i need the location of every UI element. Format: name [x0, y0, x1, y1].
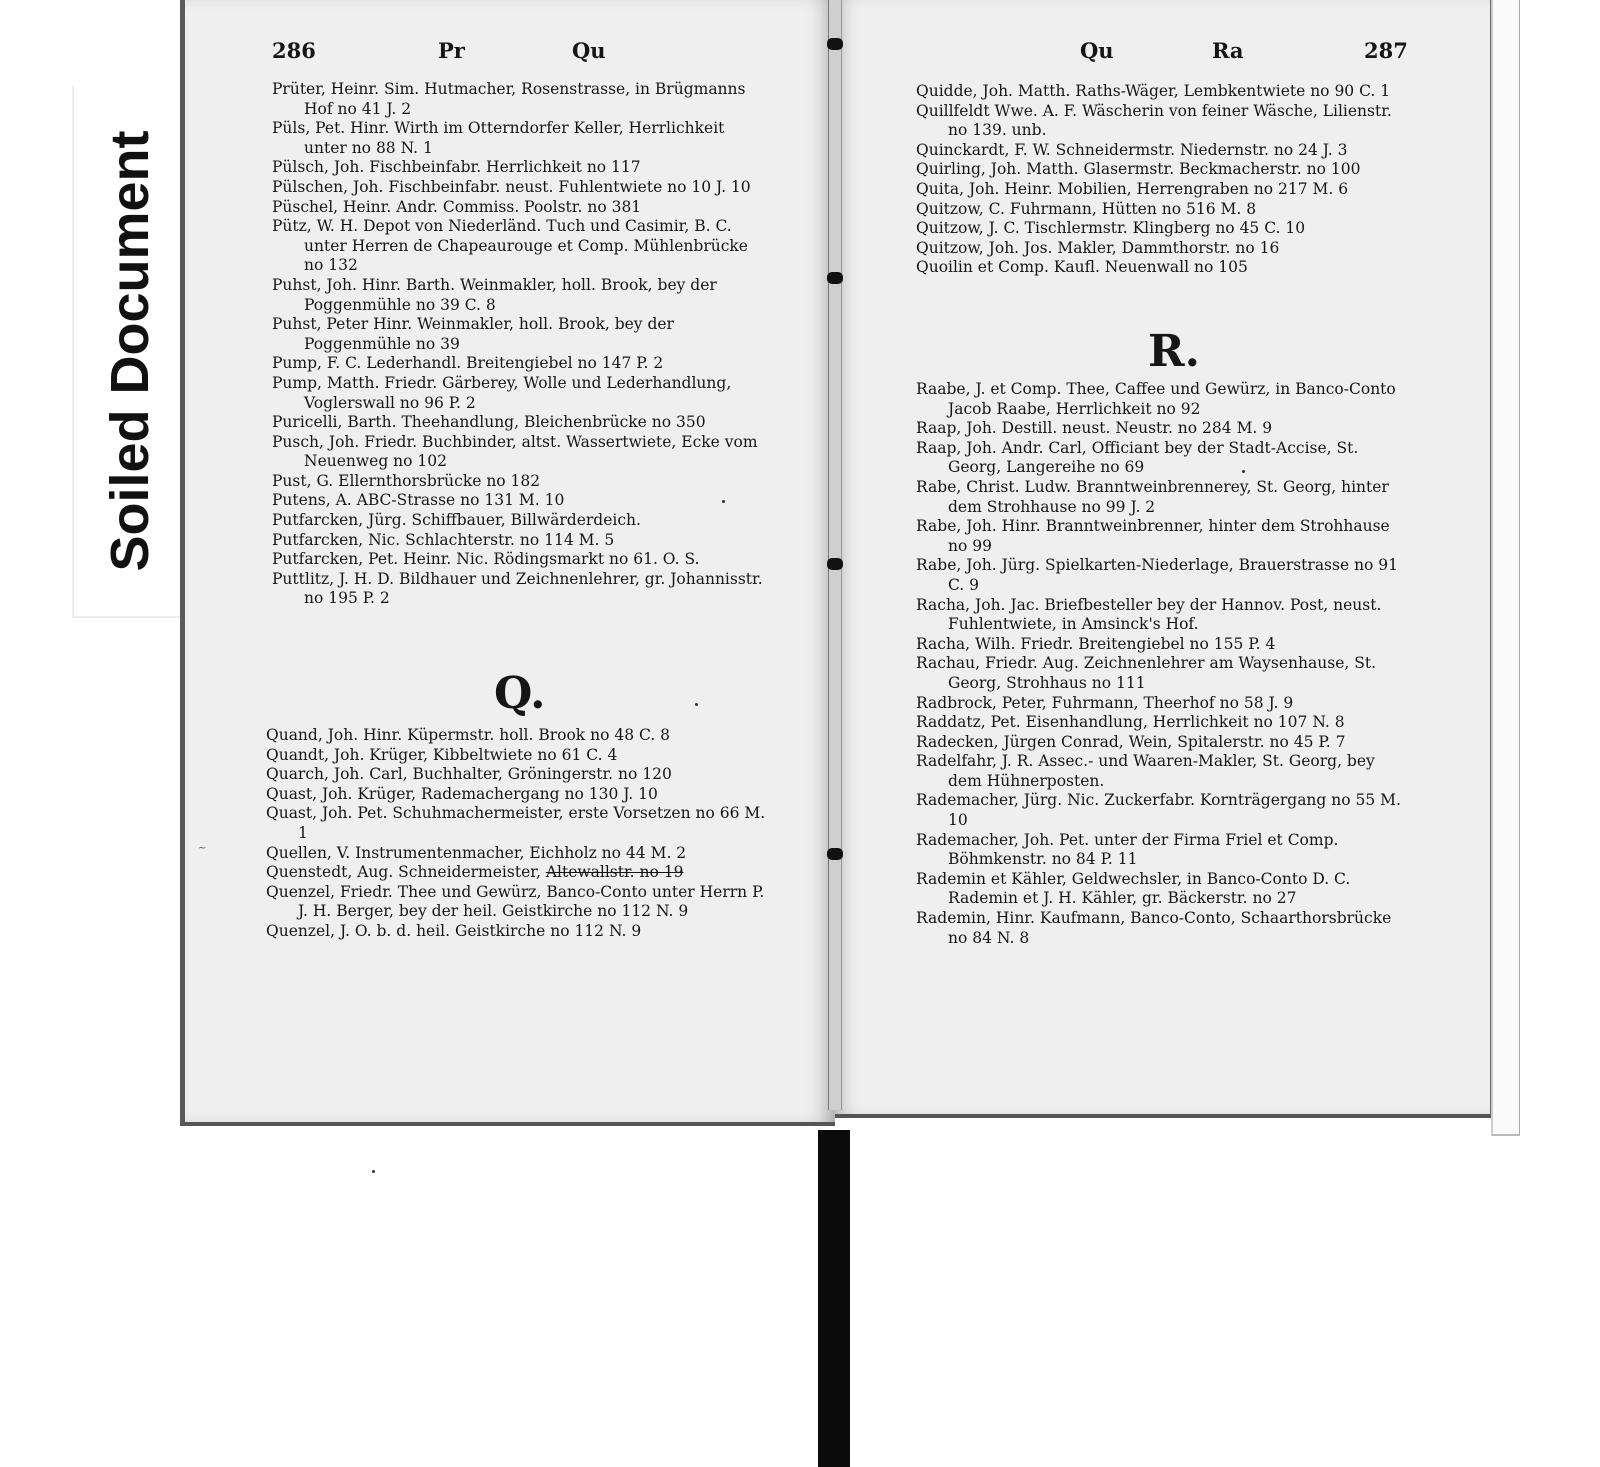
list-item: Puhst, Peter Hinr. Weinmakler, holl. Brook, bey der Poggenmühle no 39 — [272, 315, 674, 353]
section-letter-r: R. — [1148, 326, 1200, 377]
paper-speck — [722, 500, 725, 503]
list-item: Quenzel, J. O. b. d. heil. Geistkirche no 112 N. 9 — [266, 921, 642, 940]
list-item: Radbrock, Peter, Fuhrmann, Theerhof no 58 J. 9 — [916, 693, 1294, 712]
left-page-number: 286 — [272, 38, 316, 63]
list-item: Quidde, Joh. Matth. Raths-Wäger, Lembkentwiete no 90 C. 1 — [916, 82, 1391, 100]
paper-speck — [1242, 470, 1245, 473]
soiled-document-text: Soiled Document — [100, 130, 160, 572]
list-item: Quinckardt, F. W. Schneidermstr. Niedernstr. no 24 J. 3 — [916, 140, 1348, 159]
list-item: Quirling, Joh. Matth. Glasermstr. Beckmacherstr. no 100 — [916, 160, 1361, 179]
list-item: Rabe, Joh. Hinr. Branntweinbrenner, hinter dem Strohhause no 99 — [916, 517, 1390, 555]
bookmark-ribbon — [818, 1130, 850, 1467]
list-item: Rabe, Christ. Ludw. Branntweinbrennerey, St. Georg, hinter dem Strohhause no 99 J. 2 — [916, 477, 1389, 516]
list-item: Quand, Joh. Hinr. Küpermstr. holl. Brook no 48 C. 8 — [266, 726, 671, 744]
list-item — [266, 863, 766, 883]
list-item: Quandt, Joh. Krüger, Kibbeltwiete no 61 C. 4 — [266, 745, 618, 764]
list-item: Raap, Joh. Destill. neust. Neustr. no 284 M. 9 — [916, 419, 1273, 438]
list-item: Prüter, Heinr. Sim. Hutmacher, Rosenstrasse, in Brügmanns Hof no 41 J. 2 — [272, 80, 746, 118]
list-item: Putfarcken, Pet. Heinr. Nic. Rödingsmarkt no 61. O. S. — [272, 550, 700, 569]
book-gutter — [828, 0, 842, 1110]
right-running-head-1: Qu — [1080, 38, 1114, 63]
list-item: Rademacher, Jürg. Nic. Zuckerfabr. Kornträgergang no 55 M. 10 — [916, 791, 1401, 830]
list-item: Putens, A. ABC-Strasse no 131 M. 10 — [272, 491, 565, 510]
left-entries-q — [266, 726, 766, 942]
left-running-head-1: Pr — [438, 38, 465, 63]
list-item: Racha, Wilh. Friedr. Breitengiebel no 155 P. 4 — [916, 634, 1276, 653]
struck-address: Altewallstr. no 19 — [545, 863, 684, 882]
list-item: Radecken, Jürgen Conrad, Wein, Spitalerstr. no 45 P. 7 — [916, 732, 1346, 751]
list-item: Püschel, Heinr. Andr. Commiss. Poolstr. no 381 — [272, 197, 642, 216]
list-item: Rachau, Friedr. Aug. Zeichnenlehrer am Waysenhause, St. Georg, Strohhaus no 111 — [916, 654, 1376, 692]
right-page-number: 287 — [1364, 38, 1408, 63]
list-item: Rabe, Joh. Jürg. Spielkarten-Niederlage, Brauerstrasse no 91 C. 9 — [916, 556, 1399, 594]
list-item: Pülschen, Joh. Fischbeinfabr. neust. Fuhlentwiete no 10 J. 10 — [272, 177, 751, 196]
soiled-document-label — [72, 86, 186, 618]
list-item: Quoilin et Comp. Kaufl. Neuenwall no 105 — [916, 258, 1248, 277]
list-item: Quast, Joh. Krüger, Rademachergang no 130 J. 10 — [266, 784, 658, 803]
list-item: Pust, G. Ellernthorsbrücke no 182 — [272, 471, 541, 490]
list-item: Rademin et Kähler, Geldwechsler, in Banco-Conto D. C. Rademin et J. H. Kähler, gr. Bäckerstr. no 27 — [916, 869, 1351, 908]
list-item: Pülsch, Joh. Fischbeinfabr. Herrlichkeit no 117 — [272, 158, 641, 177]
list-item: Quitzow, J. C. Tischlermstr. Klingberg no 45 C. 10 — [916, 219, 1306, 238]
left-running-head-2: Qu — [572, 38, 606, 63]
list-item: Quitzow, C. Fuhrmann, Hütten no 516 M. 8 — [916, 199, 1257, 218]
list-item: Quita, Joh. Heinr. Mobilien, Herrengraben no 217 M. 6 — [916, 179, 1349, 198]
list-item: Putfarcken, Nic. Schlachterstr. no 114 M. 5 — [272, 530, 615, 549]
list-item: Radelfahr, J. R. Assec.- und Waaren-Makler, St. Georg, bey dem Hühnerposten. — [916, 752, 1375, 790]
right-running-head-2: Ra — [1212, 38, 1244, 63]
list-item: Pusch, Joh. Friedr. Buchbinder, altst. Wassertwiete, Ecke vom Neuenweg no 102 — [272, 432, 758, 471]
binding-stitch — [827, 558, 843, 570]
right-entries-q — [916, 82, 1406, 278]
list-item: Raddatz, Pet. Eisenhandlung, Herrlichkeit no 107 N. 8 — [916, 713, 1345, 732]
margin-annotation-left: ~ — [198, 843, 207, 854]
list-item: Quast, Joh. Pet. Schuhmachermeister, erste Vorsetzen no 66 M. 1 — [266, 804, 766, 842]
list-item: Pump, Matth. Friedr. Gärberey, Wolle und Lederhandlung, Voglerswall no 96 P. 2 — [272, 373, 732, 412]
list-item: Rademin, Hinr. Kaufmann, Banco-Conto, Schaarthorsbrücke no 84 N. 8 — [916, 909, 1392, 947]
list-item: Pump, F. C. Lederhandl. Breitengiebel no 147 P. 2 — [272, 354, 664, 373]
paper-speck — [372, 1170, 375, 1173]
binding-stitch — [827, 272, 843, 284]
list-item: Quarch, Joh. Carl, Buchhalter, Gröningerstr. no 120 — [266, 765, 672, 784]
right-entries-r — [916, 380, 1406, 948]
list-item: Raabe, J. et Comp. Thee, Caffee und Gewürz, in Banco-Conto Jacob Raabe, Herrlichkeit no 92 — [916, 380, 1396, 418]
list-item: Raap, Joh. Andr. Carl, Officiant bey der Stadt-Accise, St. Georg, Langereihe no 69 — [916, 438, 1359, 477]
list-item: Quillfeldt Wwe. A. F. Wäscherin von feiner Wäsche, Lilienstr. no 139. unb. — [916, 101, 1392, 140]
list-item: Püls, Pet. Hinr. Wirth im Otterndorfer Keller, Herrlichkeit unter no 88 N. 1 — [272, 119, 725, 157]
list-item: Putfarcken, Jürg. Schiffbauer, Billwärderdeich. — [272, 511, 641, 530]
list-item: Puttlitz, J. H. D. Bildhauer und Zeichnenlehrer, gr. Johannisstr. no 195 P. 2 — [272, 569, 763, 608]
left-entries-p — [272, 80, 768, 609]
list-item: Rademacher, Joh. Pet. unter der Firma Friel et Comp. Böhmkenstr. no 84 P. 11 — [916, 830, 1339, 869]
binding-stitch — [827, 38, 843, 50]
entry-text: Quenstedt, Aug. Schneidermeister, — [266, 863, 546, 882]
list-item: Pütz, W. H. Depot von Niederländ. Tuch und Casimir, B. C. unter Herren de Chapeaurouge et Comp. Mühlenbrücke no 132 — [272, 217, 748, 275]
list-item: Quenzel, Friedr. Thee und Gewürz, Banco-Conto unter Herrn P. J. H. Berger, bey der heil. Geistkirche no 112 N. 9 — [266, 882, 765, 921]
binding-stitch — [827, 848, 843, 860]
list-item: Puhst, Joh. Hinr. Barth. Weinmakler, holl. Brook, bey der Poggenmühle no 39 C. 8 — [272, 275, 717, 314]
list-item: Quitzow, Joh. Jos. Makler, Dammthorstr. no 16 — [916, 238, 1280, 257]
paper-speck — [695, 703, 698, 706]
list-item: Puricelli, Barth. Theehandlung, Bleichenbrücke no 350 — [272, 413, 706, 432]
list-item: Racha, Joh. Jac. Briefbesteller bey der Hannov. Post, neust. Fuhlentwiete, in Amsinck's Hof. — [916, 595, 1382, 634]
section-letter-q: Q. — [494, 668, 546, 719]
list-item: Quellen, V. Instrumentenmacher, Eichholz no 44 M. 2 — [266, 843, 687, 862]
